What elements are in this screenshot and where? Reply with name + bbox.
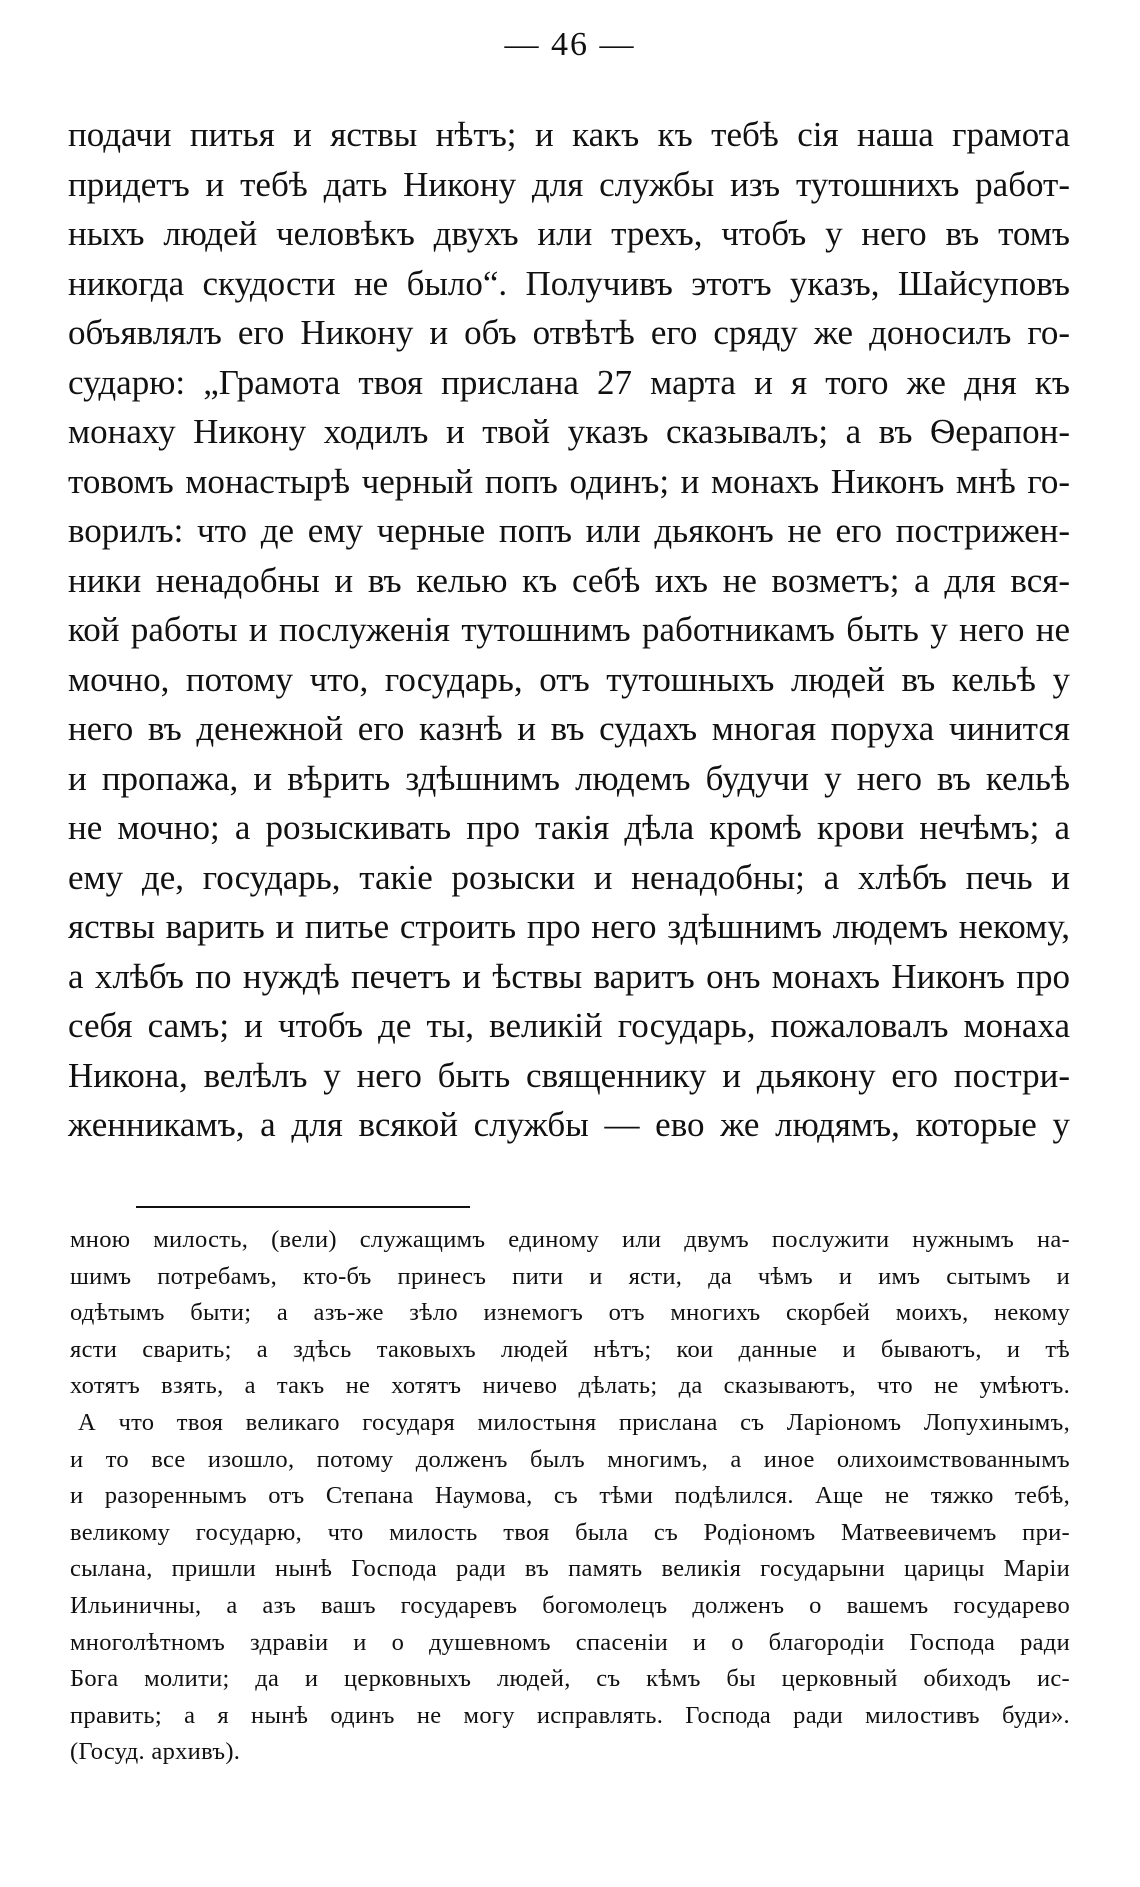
footnote-line: А что твоя великаго государя милостыня прислана съ Ларіономъ Лопухинымъ, <box>78 1408 1070 1436</box>
footnote-line: одѣтымъ быти; а азъ-же зѣло изнемогъ отъ многихъ скорбей моихъ, некому <box>70 1299 1070 1327</box>
text-line: яствы варить и питье строить про него здѣшнимъ людемъ некому, <box>68 907 1070 946</box>
text-line: никогда скудости не было“. Получивъ этотъ указъ, Шайсуповъ <box>68 263 1070 303</box>
footnote-line: сылана, пришли нынѣ Господа ради въ память великія государыни царицы Маріи <box>70 1555 1070 1583</box>
footnote-line: хотятъ взять, а такъ не хотятъ ничево дѣлать; да сказываютъ, что не умѣютъ. <box>70 1372 1070 1400</box>
text-line: кой работы и послуженія тутошнимъ работникамъ быть у него не <box>68 610 1070 649</box>
text-line: монаху Никону ходилъ и твой указъ сказывалъ; а въ Ѳерапон- <box>68 412 1070 451</box>
footnote-line: шимъ потребамъ, кто-бъ принесъ пити и ясти, да чѣмъ и имъ сытымъ и <box>70 1262 1070 1290</box>
page-number: — 46 — <box>504 26 636 63</box>
footnote-line: и то все изошло, потому долженъ былъ многимъ, а иное олихоимствованнымъ <box>70 1445 1070 1473</box>
text-line: ворилъ: что де ему черные попъ или дьяконъ не его пострижен- <box>68 511 1070 550</box>
main-text-block <box>68 110 1070 1150</box>
text-line: а хлѣбъ по нуждѣ печетъ и ѣствы варитъ онъ монахъ Никонъ про <box>68 956 1070 996</box>
text-line: женникамъ, а для всякой службы — ево же людямъ, которые у <box>68 1105 1070 1144</box>
footnote-line: многолѣтномъ здравіи и о душевномъ спасеніи и о благородіи Господа ради <box>70 1628 1070 1656</box>
footnote-line: (Госуд. архивъ). <box>70 1738 241 1766</box>
footnote-divider <box>136 1206 470 1208</box>
text-line: товомъ монастырѣ черный попъ одинъ; и монахъ Никонъ мнѣ го- <box>68 461 1070 501</box>
text-line: ему де, государь, такіе розыски и ненадобны; а хлѣбъ печь и <box>68 857 1070 897</box>
footnote-line: мною милость, (вели) служащимъ единому или двумъ послужити нужнымъ на- <box>70 1226 1070 1253</box>
footnote-line: Ильиничны, а азъ вашъ государевъ богомолецъ долженъ о вашемъ государево <box>70 1591 1070 1619</box>
text-line: объявлялъ его Никону и объ отвѣтѣ его сряду же доносилъ го- <box>68 313 1070 352</box>
text-line: сударю: „Грамота твоя прислана 27 марта и я того же дня къ <box>68 362 1070 402</box>
footnote-line: ясти сварить; а здѣсь таковыхъ людей нѣтъ; кои данные и бываютъ, и тѣ <box>70 1335 1070 1363</box>
text-line: ники ненадобны и въ келью къ себѣ ихъ не возметъ; а для вся- <box>68 560 1070 600</box>
text-line: ныхъ людей человѣкъ двухъ или трехъ, чтобъ у него въ томъ <box>68 214 1070 253</box>
footnote-line: и разореннымъ отъ Степана Наумова, съ тѣми подѣлился. Аще не тяжко тебѣ, <box>70 1482 1070 1510</box>
text-line: Никона, велѣлъ у него быть священнику и дьякону его постри- <box>68 1055 1070 1095</box>
text-line: мочно, потому что, государь, отъ тутошныхъ людей въ кельѣ у <box>68 659 1070 699</box>
text-line: придетъ и тебѣ дать Никону для службы изъ тутошнихъ работ- <box>68 164 1070 204</box>
text-line: него въ денежной его казнѣ и въ судахъ многая поруха чинится <box>68 709 1070 748</box>
footnote-line: править; а я нынѣ одинъ не могу исправлять. Господа ради милостивъ буди». <box>70 1701 1070 1729</box>
text-line: не мочно; а розыскивать про такія дѣла кромѣ крови нечѣмъ; а <box>68 808 1070 847</box>
footnote-line: великому государю, что милость твоя была съ Родіономъ Матвеевичемъ при- <box>70 1518 1070 1546</box>
text-line: себя самъ; и чтобъ де ты, великій государь, пожаловалъ монаха <box>68 1006 1070 1045</box>
footnote-line: Бога молити; да и церковныхъ людей, съ кѣмъ бы церковный обиходъ ис- <box>70 1665 1070 1693</box>
text-line: и пропажа, и вѣрить здѣшнимъ людемъ будучи у него въ кельѣ <box>68 758 1070 798</box>
footnote-block <box>70 1222 1070 1771</box>
text-line: подачи питья и яствы нѣтъ; и какъ къ тебѣ сія наша грамота <box>68 115 1070 154</box>
